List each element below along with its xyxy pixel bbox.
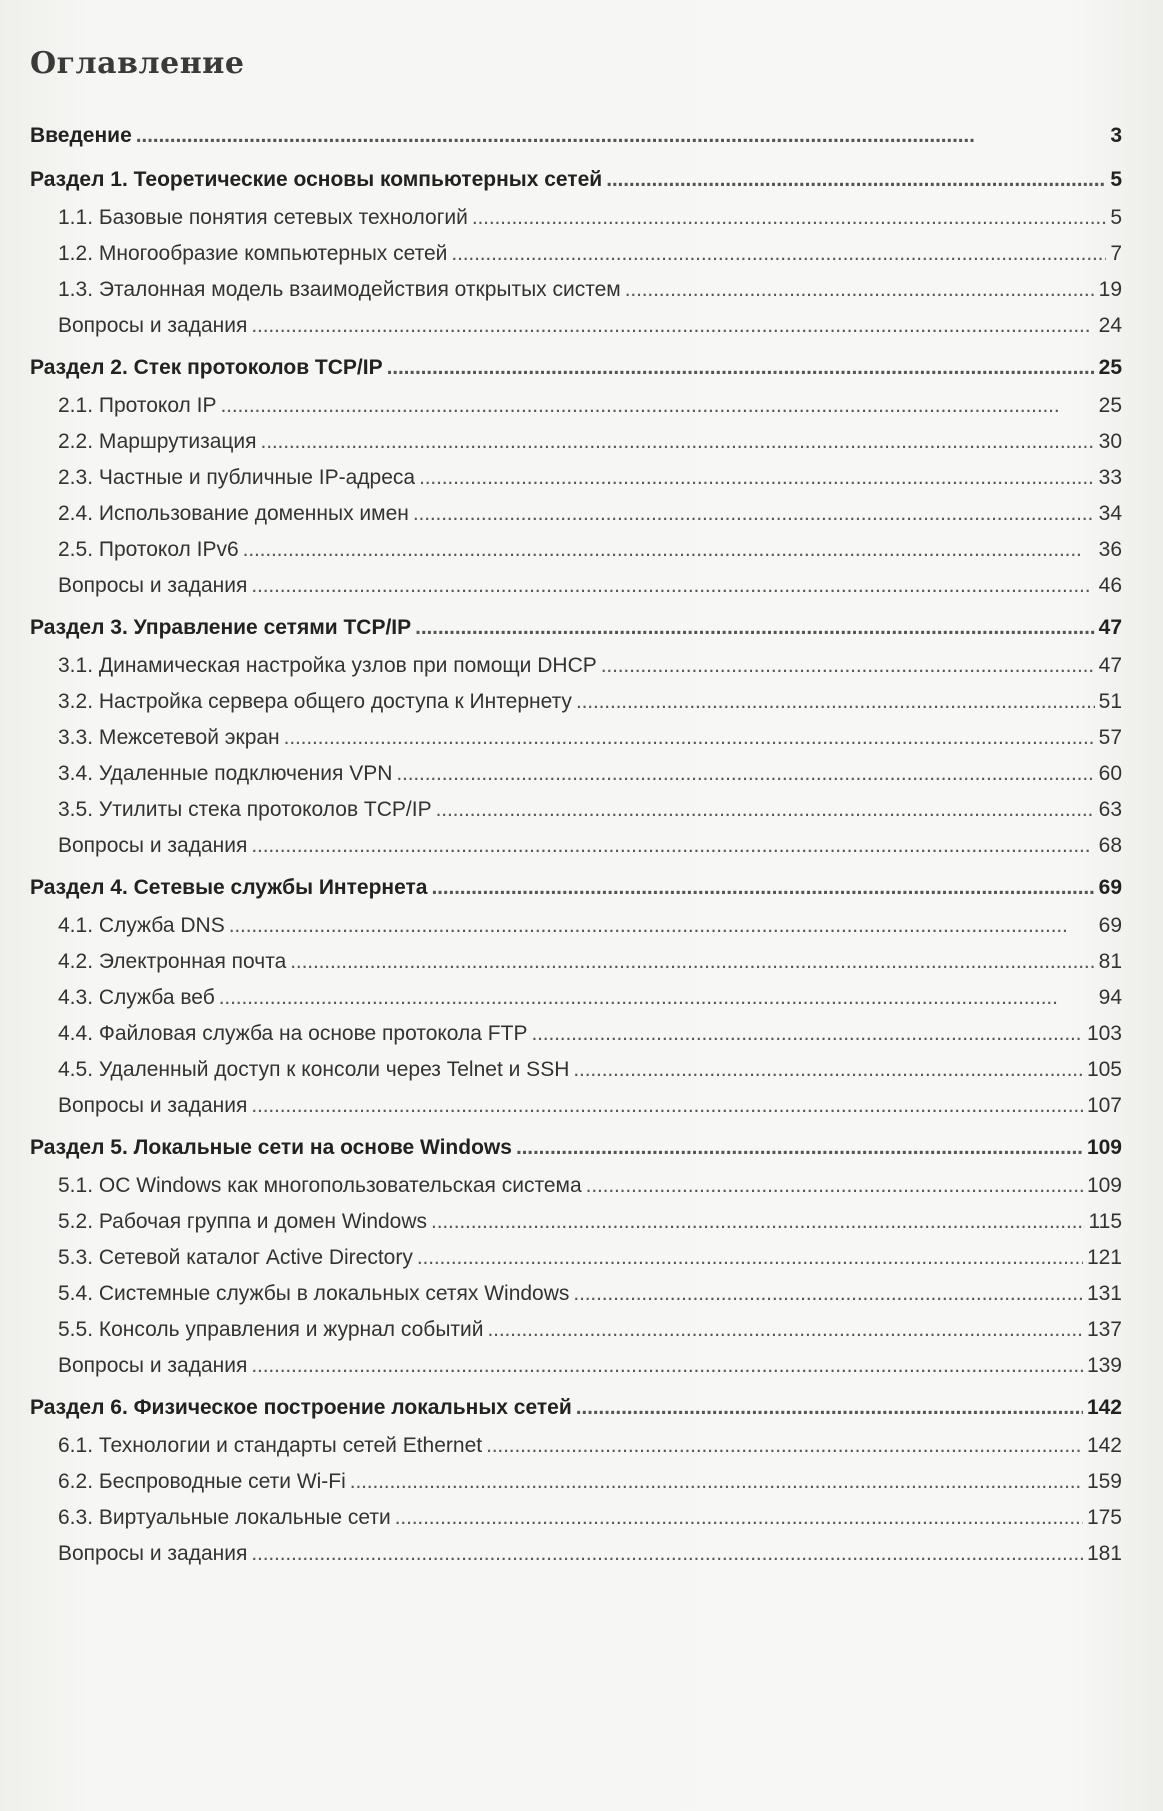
toc-entry-label: Раздел 3. Управление сетями TCP/IP (30, 616, 412, 639)
dot-leader (243, 532, 1095, 568)
dot-leader (419, 460, 1095, 496)
toc-subsection-entry (30, 1276, 1122, 1312)
toc-entry-page-number: 57 (1098, 726, 1122, 749)
dot-leader (415, 610, 1094, 646)
toc-entry-label: Раздел 2. Стек протоколов TCP/IP (30, 356, 383, 379)
toc-subsection-entry (30, 1348, 1122, 1384)
dot-leader (251, 1348, 1083, 1384)
toc-entry-label: 2.4. Использование доменных имен (58, 502, 409, 525)
toc-entry-label: 1.2. Многообразие компьютерных сетей (58, 242, 448, 265)
dot-leader (436, 792, 1095, 828)
toc-entry-label: Вопросы и задания (58, 834, 248, 857)
dot-leader (431, 1204, 1084, 1240)
toc-subsection-entry (30, 1204, 1122, 1240)
toc-subsection-entry (30, 200, 1122, 236)
toc-subsection-entry (30, 980, 1122, 1016)
toc-subsection-entry (30, 388, 1122, 424)
dot-leader (531, 1016, 1083, 1052)
dot-leader (350, 1464, 1083, 1500)
toc-subsection-entry (30, 1464, 1122, 1500)
toc-section-entry (30, 870, 1122, 908)
toc-entry-page-number: 181 (1086, 1542, 1122, 1565)
toc-entry-label: Раздел 4. Сетевые службы Интернета (30, 876, 428, 899)
toc-entry-page-number: 103 (1086, 1022, 1122, 1045)
dot-leader (251, 828, 1094, 864)
toc-subsection-entry (30, 792, 1122, 828)
toc-subsection-entry (30, 460, 1122, 496)
dot-leader (573, 1276, 1083, 1312)
toc-entry-page-number: 137 (1086, 1318, 1122, 1341)
table-of-contents (30, 118, 1122, 1572)
dot-leader (413, 496, 1095, 532)
toc-entry-page-number: 36 (1098, 538, 1122, 561)
toc-entry-label: 4.1. Служба DNS (58, 914, 225, 937)
toc-entry-page-number: 81 (1098, 950, 1122, 973)
toc-entry-label: 6.2. Беспроводные сети Wi-Fi (58, 1470, 346, 1493)
toc-entry-page-number: 60 (1098, 762, 1122, 785)
dot-leader (486, 1428, 1083, 1464)
dot-leader (573, 1052, 1083, 1088)
toc-entry-page-number: 69 (1098, 876, 1122, 899)
toc-subsection-entry (30, 1168, 1122, 1204)
toc-subsection-entry (30, 272, 1122, 308)
toc-entry-page-number: 115 (1088, 1210, 1122, 1233)
toc-entry-label: 5.2. Рабочая группа и домен Windows (58, 1210, 428, 1233)
toc-entry-label: Вопросы и задания (58, 1094, 248, 1117)
dot-leader (251, 1088, 1083, 1124)
toc-entry-page-number: 24 (1098, 314, 1122, 337)
toc-section-entry (30, 350, 1122, 388)
toc-entry-page-number: 139 (1086, 1354, 1122, 1377)
toc-subsection-entry (30, 1016, 1122, 1052)
toc-entry-label: 1.3. Эталонная модель взаимодействия открытых систем (58, 278, 621, 301)
toc-entry-label: 5.1. ОС Windows как многопользовательская система (58, 1174, 582, 1197)
toc-subsection-entry (30, 236, 1122, 272)
toc-entry-label: Вопросы и задания (58, 314, 248, 337)
toc-entry-page-number: 47 (1098, 654, 1122, 677)
toc-subsection-entry (30, 944, 1122, 980)
dot-leader (451, 236, 1106, 272)
toc-subsection-entry (30, 1428, 1122, 1464)
toc-entry-page-number: 34 (1098, 502, 1122, 525)
dot-leader (431, 870, 1094, 906)
toc-entry-page-number: 25 (1098, 394, 1122, 417)
dot-leader (396, 756, 1094, 792)
toc-section-entry (30, 1390, 1122, 1428)
dot-leader (606, 162, 1106, 198)
toc-section-entry (30, 1130, 1122, 1168)
toc-entry-page-number: 68 (1098, 834, 1122, 857)
dot-leader (395, 1500, 1083, 1536)
dot-leader (251, 308, 1094, 344)
dot-leader (576, 1390, 1083, 1426)
toc-entry-label: 6.1. Технологии и стандарты сетей Ethernet (58, 1434, 483, 1457)
page-title: Оглавление (30, 46, 245, 81)
toc-subsection-entry (30, 828, 1122, 864)
toc-entry-label: 2.2. Маршрутизация (58, 430, 257, 453)
toc-subsection-entry (30, 908, 1122, 944)
toc-entry-page-number: 69 (1098, 914, 1122, 937)
toc-entry-label: 3.1. Динамическая настройка узлов при помощи DHCP (58, 654, 597, 677)
toc-entry-label: 5.5. Консоль управления и журнал событий (58, 1318, 484, 1341)
toc-subsection-entry (30, 568, 1122, 604)
toc-entry-label: 2.5. Протокол IPv6 (58, 538, 239, 561)
toc-entry-page-number: 51 (1098, 690, 1122, 713)
dot-leader (284, 720, 1095, 756)
toc-entry-label: 4.5. Удаленный доступ к консоли через Telnet и SSH (58, 1058, 570, 1081)
toc-entry-page-number: 142 (1086, 1396, 1122, 1419)
toc-entry-page-number: 3 (1110, 124, 1122, 147)
toc-entry-label: Вопросы и задания (58, 1354, 248, 1377)
toc-entry-page-number: 25 (1098, 356, 1122, 379)
toc-entry-page-number: 175 (1086, 1506, 1122, 1529)
toc-subsection-entry (30, 1052, 1122, 1088)
dot-leader (229, 908, 1095, 944)
toc-entry-label: 3.2. Настройка сервера общего доступа к Интернету (58, 690, 572, 713)
toc-entry-page-number: 107 (1086, 1094, 1122, 1117)
toc-subsection-entry (30, 648, 1122, 684)
dot-leader (251, 1536, 1083, 1572)
toc-entry-label: 2.1. Протокол IP (58, 394, 217, 417)
dot-leader (220, 388, 1094, 424)
toc-entry-label: 5.3. Сетевой каталог Active Directory (58, 1246, 413, 1269)
toc-subsection-entry (30, 1500, 1122, 1536)
toc-entry-page-number: 46 (1098, 574, 1122, 597)
toc-entry-label: Вопросы и задания (58, 1542, 248, 1565)
toc-subsection-entry (30, 756, 1122, 792)
toc-entry-page-number: 105 (1086, 1058, 1122, 1081)
dot-leader (625, 272, 1095, 308)
dot-leader (417, 1240, 1083, 1276)
toc-entry-label: 4.2. Электронная почта (58, 950, 287, 973)
toc-subsection-entry (30, 424, 1122, 460)
toc-entry-label: Раздел 6. Физическое построение локальных сетей (30, 1396, 572, 1419)
toc-subsection-entry (30, 1240, 1122, 1276)
toc-entry-page-number: 121 (1086, 1246, 1122, 1269)
toc-subsection-entry (30, 532, 1122, 568)
dot-leader (219, 980, 1095, 1016)
toc-entry-label: 3.5. Утилиты стека протоколов TCP/IP (58, 798, 432, 821)
toc-entry-page-number: 109 (1086, 1174, 1122, 1197)
toc-subsection-entry (30, 684, 1122, 720)
toc-entry-label: 4.4. Файловая служба на основе протокола FTP (58, 1022, 528, 1045)
toc-entry-page-number: 142 (1086, 1434, 1122, 1457)
toc-entry-label: 1.1. Базовые понятия сетевых технологий (58, 206, 468, 229)
dot-leader (387, 350, 1095, 386)
toc-subsection-entry (30, 720, 1122, 756)
dot-leader (261, 424, 1095, 460)
toc-entry-label: Введение (30, 124, 132, 147)
dot-leader (251, 568, 1094, 604)
toc-entry-page-number: 63 (1098, 798, 1122, 821)
toc-entry-label: 3.3. Межсетевой экран (58, 726, 280, 749)
toc-entry-label: 4.3. Служба веб (58, 986, 215, 1009)
dot-leader (586, 1168, 1083, 1204)
toc-section-entry (30, 162, 1122, 200)
toc-entry-page-number: 159 (1086, 1470, 1122, 1493)
toc-subsection-entry (30, 496, 1122, 532)
dot-leader (516, 1130, 1083, 1166)
dot-leader (488, 1312, 1083, 1348)
toc-entry-page-number: 131 (1086, 1282, 1122, 1305)
dot-leader (290, 944, 1094, 980)
dot-leader (136, 118, 1107, 154)
toc-entry-page-number: 7 (1110, 242, 1122, 265)
toc-entry-page-number: 47 (1098, 616, 1122, 639)
toc-entry-page-number: 19 (1098, 278, 1122, 301)
toc-entry-page-number: 5 (1110, 206, 1122, 229)
toc-subsection-entry (30, 1088, 1122, 1124)
toc-section-entry (30, 610, 1122, 648)
toc-entry-page-number: 94 (1098, 986, 1122, 1009)
toc-section-entry (30, 118, 1122, 156)
toc-subsection-entry (30, 1312, 1122, 1348)
toc-entry-page-number: 109 (1086, 1136, 1122, 1159)
toc-entry-page-number: 33 (1098, 466, 1122, 489)
dot-leader (576, 684, 1095, 720)
toc-entry-page-number: 30 (1098, 430, 1122, 453)
toc-entry-label: Раздел 5. Локальные сети на основе Windows (30, 1136, 512, 1159)
toc-entry-label: 3.4. Удаленные подключения VPN (58, 762, 393, 785)
dot-leader (601, 648, 1095, 684)
dot-leader (472, 200, 1106, 236)
toc-subsection-entry (30, 308, 1122, 344)
toc-entry-label: Вопросы и задания (58, 574, 248, 597)
toc-entry-label: 2.3. Частные и публичные IP-адреса (58, 466, 416, 489)
toc-entry-label: Раздел 1. Теоретические основы компьютерных сетей (30, 168, 603, 191)
toc-subsection-entry (30, 1536, 1122, 1572)
toc-entry-page-number: 5 (1110, 168, 1122, 191)
toc-entry-label: 6.3. Виртуальные локальные сети (58, 1506, 391, 1529)
toc-entry-label: 5.4. Системные службы в локальных сетях Windows (58, 1282, 570, 1305)
